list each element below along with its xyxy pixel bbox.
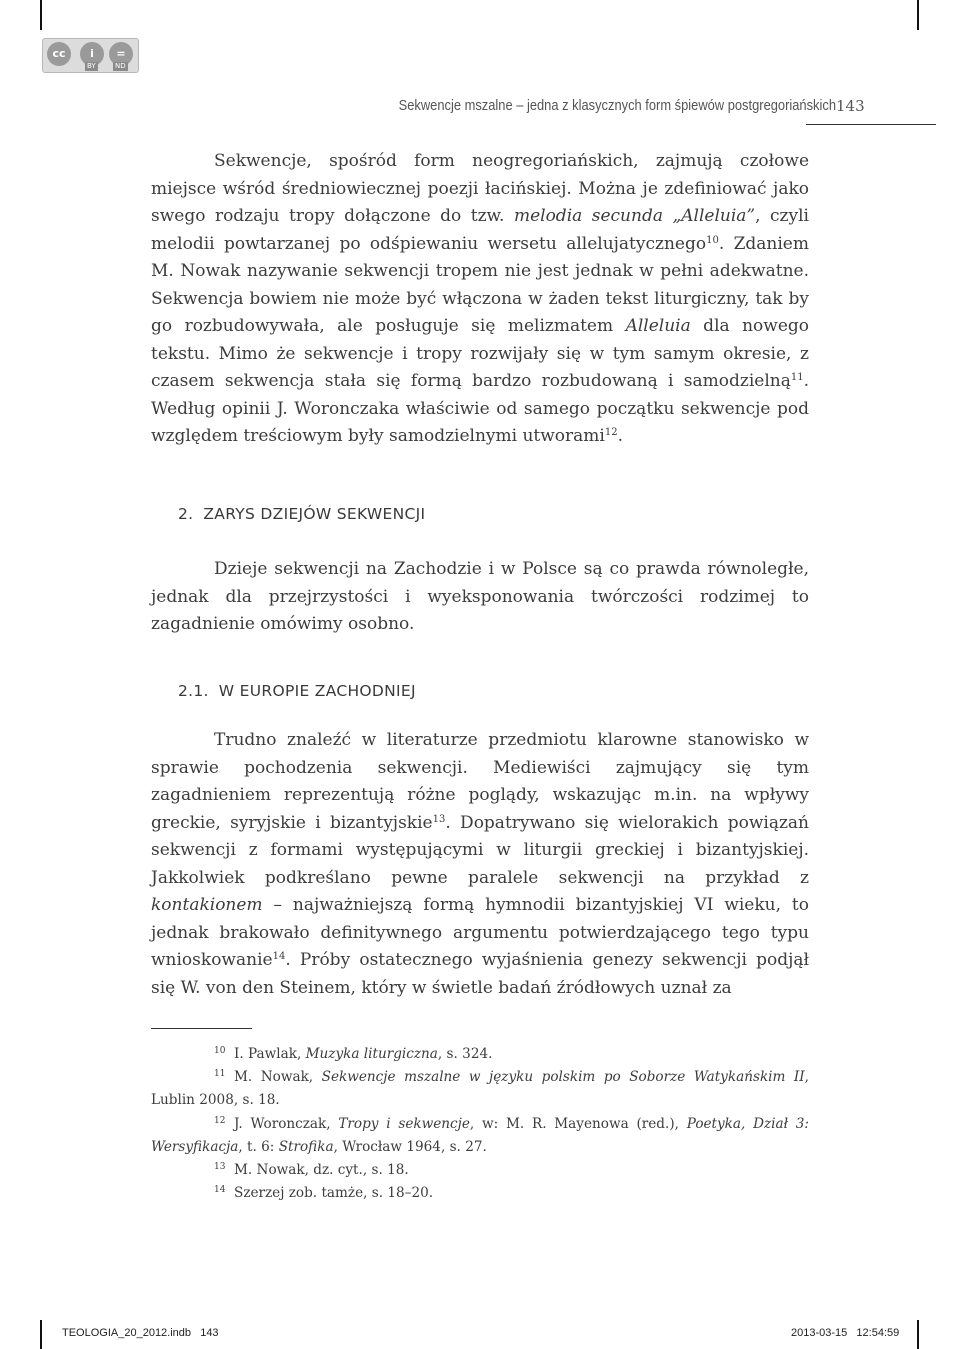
crop-mark xyxy=(40,0,42,30)
italic-title: Muzyka liturgiczna xyxy=(305,1046,438,1062)
text-run: Sekwencje, spośród form neogregoriańskich, zajmują czołowe miejsce wśród średniowiecznej poezji łacińskiej. Można je zdefiniować jako swego rodzaju tropy dołączone do tzw. xyxy=(151,151,809,226)
footnote-rule xyxy=(151,1028,252,1029)
text-run: . Dopatrywano się wielorakich powiązań sekwencji z formami występującymi w liturgii greckiej i bizantyjskiej. Jakkolwiek podkreślano pewne paralele sekwencji na przykład z xyxy=(151,812,809,888)
text-run: dla nowego tekstu. Mimo że sekwencje i tropy rozwijały się w tym samym okresie, z czasem sekwencja stała się formą bardzo rozbudowaną i samodzielną xyxy=(151,316,809,391)
text-run: . xyxy=(617,426,624,446)
text-run: . Zdaniem M. Nowak nazywanie sekwencji tropem nie jest jednak w pełni adekwatne. Sekwencja bowiem nie może być włączona w żaden tekst liturgiczny, tak by go rozbudowywała, ale posługuje się melizmatem xyxy=(151,233,809,336)
text-run: , Lublin 2008, s. 18. xyxy=(151,1069,809,1109)
cc-icon: cc xyxy=(47,42,71,66)
footnote: 11 M. Nowak, Sekwencje mszalne w języku polskim po Soborze Watykańskim II, Lublin 2008, s. 18. xyxy=(151,1069,809,1109)
text-run: , t. 6: xyxy=(238,1138,279,1155)
text-run: , Wrocław 1964, s. 27. xyxy=(333,1138,487,1155)
paragraph xyxy=(151,556,809,639)
header-rule xyxy=(806,124,936,125)
cc-license-badge[interactable] xyxy=(42,38,139,73)
italic-term: Alleluia xyxy=(625,316,691,336)
text-run: M. Nowak, xyxy=(234,1069,322,1086)
page-number: 143 xyxy=(836,97,865,115)
text-run: I. Pawlak, xyxy=(234,1046,306,1062)
footnote: 12 J. Woronczak, Tropy i sekwencje, w: M. R. Mayenowa (red.), Poetyka, Dział 3: Wersyfikacja, t. 6: Strofika, Wrocław 1964, s. 27. xyxy=(151,1115,810,1155)
italic-title: Sekwencje mszalne w języku polskim po Soborze Watykańskim II xyxy=(321,1069,805,1086)
text-run: Szerzej zob. tamże, s. 18–20. xyxy=(234,1185,434,1202)
text-run: , w: M. R. Mayenowa (red.), xyxy=(469,1115,687,1132)
footnote: 14 Szerzej zob. tamże, s. 18–20. xyxy=(214,1185,434,1202)
nd-icon: = xyxy=(109,42,133,66)
italic-title: Tropy i sekwencje xyxy=(338,1115,470,1132)
slug-timestamp: 2013-03-15 12:54:59 xyxy=(791,1327,900,1339)
text-run: , s. 324. xyxy=(437,1046,493,1062)
footnote: 10 I. Pawlak, Muzyka liturgiczna, s. 324. xyxy=(214,1046,493,1062)
running-header: Sekwencje mszalne – jedna z klasycznych form śpiewów postgregoriańskich xyxy=(398,97,836,114)
section-title: W EUROPIE ZACHODNIEJ xyxy=(218,682,416,700)
text-run: Dzieje sekwencji na Zachodzie i w Polsce są co prawda równoległe, jednak dla przejrzystości i wyeksponowania twórczości rodzimej to zagadnienie omówimy osobno. xyxy=(151,559,809,634)
footnote-ref[interactable]: 12 xyxy=(604,427,618,438)
text-run: – najważniejszą formą hymnodii bizantyjskiej VI wieku, to jednak brakowało definitywnego argumentu potwierdzającego tego typu wnioskowanie xyxy=(151,895,809,970)
section-number: 2.1. xyxy=(178,682,209,700)
by-icon: i xyxy=(80,42,104,66)
text-run: . Próby ostatecznego wyjaśnienia genezy sekwencji podjął się W. von den Steinem, który w świetle badań źródłowych uznał za xyxy=(151,950,809,998)
section-title: ZARYS DZIEJÓW SEKWENCJI xyxy=(203,505,426,523)
italic-term: kontakionem xyxy=(151,895,263,915)
footnotes xyxy=(151,1043,809,1205)
footnote: 13 M. Nowak, dz. cyt., s. 18. xyxy=(214,1162,409,1179)
crop-mark xyxy=(917,0,919,30)
section-number: 2. xyxy=(178,505,194,523)
text-run: . Według opinii J. Woronczaka właściwie od samego początku sekwencje pod względem treściowym były samodzielnymi utworami xyxy=(151,371,809,446)
crop-mark xyxy=(917,1320,919,1349)
section-heading xyxy=(178,505,425,523)
nd-label: ND xyxy=(115,62,126,70)
footnote-ref[interactable]: 10 xyxy=(706,234,719,246)
text-run: Trudno znaleźć w literaturze przedmiotu klarowne stanowisko w sprawie pochodzenia sekwencji. Mediewiści zajmujący się tym zagadnieniem reprezentują różne poglądy, wskazując m.in. na wpływy greckie, syryjskie i bizantyjskie xyxy=(151,730,809,833)
footnote-ref[interactable]: 13 xyxy=(432,813,446,825)
text-run: J. Woronczak, xyxy=(234,1115,339,1132)
italic-term: melodia secunda „Alleluia” xyxy=(513,206,756,226)
text-run: , czyli melodii powtarzanej po odśpiewaniu wersetu allelujatycznego xyxy=(151,206,809,254)
paragraph xyxy=(151,148,809,451)
italic-title: Poetyka, Dział 3: Wersyfikacja xyxy=(151,1115,810,1155)
italic-title: Strofika xyxy=(278,1138,334,1155)
footnote-ref[interactable]: 14 xyxy=(272,951,286,962)
crop-mark xyxy=(40,1320,42,1349)
footnote-ref[interactable]: 11 xyxy=(790,372,804,383)
by-label: BY xyxy=(87,62,96,70)
slug-file: TEOLOGIA_20_2012.indb 143 xyxy=(62,1327,219,1339)
paragraph xyxy=(151,727,809,1002)
subsection-heading xyxy=(178,682,416,700)
text-run: M. Nowak, dz. cyt., s. 18. xyxy=(234,1162,409,1179)
